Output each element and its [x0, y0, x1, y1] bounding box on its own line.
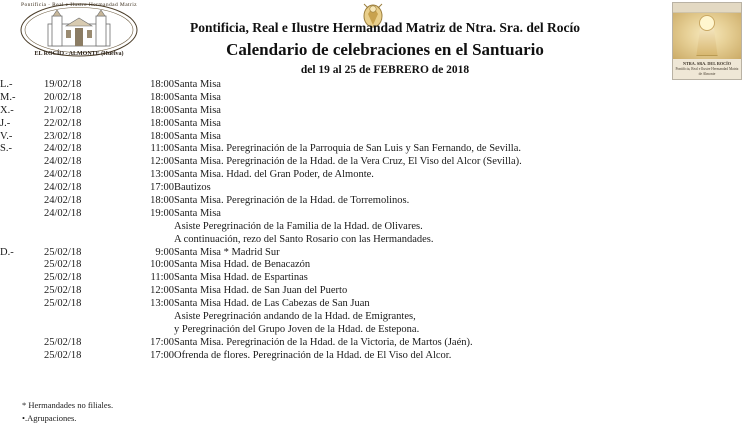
row-time — [116, 222, 174, 235]
poster-thumbnail — [672, 2, 742, 80]
row-description: A continuación, rezo del Santo Rosario con las Hermandades. — [174, 233, 434, 245]
row-time: 12:00 — [150, 156, 174, 168]
footnotes — [22, 399, 113, 424]
row-date — [44, 325, 116, 338]
row-description: Santa Misa. Peregrinación de la Hdad. de la Victoria, de Martos (Jaén). — [174, 336, 473, 348]
row-description: Santa Misa — [174, 91, 221, 103]
poster-caption-title: NTRA. SRA. DEL ROCÍO — [682, 61, 732, 66]
row-description: Asiste Peregrinación andando de la Hdad. de Emigrantes, — [174, 311, 416, 323]
row-day: L.- — [0, 79, 13, 90]
row-day: M.- — [0, 91, 16, 103]
row-day — [0, 183, 44, 196]
row-time: 17:00 — [150, 349, 174, 361]
row-time: 18:00 — [150, 91, 174, 103]
row-description: Ofrenda de flores. Peregrinación de la Hdad. de El Viso del Alcor. — [174, 349, 452, 361]
hermandad-crest — [18, 2, 140, 58]
table-row — [0, 312, 522, 325]
row-description: y Peregrinación del Grupo Joven de la Hdad. de Estepona. — [174, 323, 420, 335]
row-time: 17:00 — [150, 336, 174, 348]
row-time — [116, 312, 174, 325]
row-date: 25/02/18 — [44, 246, 82, 258]
row-day: V.- — [0, 130, 13, 142]
poster-artwork — [673, 13, 741, 59]
document-header — [0, 0, 750, 78]
table-row — [0, 80, 522, 93]
table-row — [0, 106, 522, 119]
row-time: 19:00 — [150, 207, 174, 219]
crest-text-top: Pontificia · Real e Ilustre Hermandad Matriz — [21, 2, 137, 8]
row-description: Santa Misa Hdad. de San Juan del Puerto — [174, 285, 348, 297]
row-time: 12:00 — [150, 285, 174, 297]
row-time: 9:00 — [155, 246, 174, 258]
poster-caption — [673, 59, 741, 76]
row-day — [0, 209, 44, 222]
row-day: D.- — [0, 246, 14, 258]
schedule-table — [0, 80, 522, 364]
sanctuary-building-icon — [42, 10, 116, 48]
row-date: 22/02/18 — [44, 117, 82, 129]
row-date: 24/02/18 — [44, 143, 82, 155]
row-time: 11:00 — [150, 272, 174, 284]
page-title-line-3: del 19 al 25 de FEBRERO de 2018 — [300, 63, 470, 76]
table-row — [0, 119, 522, 132]
footnote-line-1: * Hermandades no filiales. — [22, 400, 114, 411]
row-day: S.- — [0, 143, 12, 155]
row-description: Santa Misa Hdad. de Las Cabezas de San Juan — [174, 298, 370, 310]
table-row — [0, 209, 522, 222]
row-date: 23/02/18 — [44, 130, 82, 142]
poster-caption-text: Pontificia, Real e Ilustre Hermandad Matriz de Almonte — [675, 66, 739, 76]
halo-icon — [699, 15, 715, 31]
row-time: 13:00 — [150, 169, 174, 181]
row-time: 11:00 — [150, 143, 174, 155]
table-row — [0, 338, 522, 351]
row-description: Santa Misa. Peregrinación de la Parroquia de San Luis y San Fernando, de Sevilla. — [174, 143, 522, 155]
table-row — [0, 196, 522, 209]
row-description: Santa Misa Hdad. de Espartinas — [174, 272, 308, 284]
row-day — [0, 273, 44, 286]
row-time: 18:00 — [150, 117, 174, 129]
row-day — [0, 196, 44, 209]
row-date: 24/02/18 — [44, 195, 82, 207]
row-time: 18:00 — [150, 195, 174, 207]
row-date: 24/02/18 — [44, 156, 82, 168]
row-date: 20/02/18 — [44, 91, 82, 103]
row-time: 13:00 — [150, 298, 174, 310]
row-day — [0, 170, 44, 183]
row-description: Santa Misa — [174, 117, 221, 129]
row-date: 21/02/18 — [44, 104, 82, 116]
row-day — [0, 157, 44, 170]
row-description: Santa Misa — [174, 79, 221, 90]
table-row — [0, 325, 522, 338]
row-date: 24/02/18 — [44, 207, 82, 219]
title-block — [140, 20, 630, 76]
row-date: 25/02/18 — [44, 285, 82, 297]
table-row — [0, 235, 522, 248]
row-day — [0, 338, 44, 351]
row-day — [0, 299, 44, 312]
row-description: Asiste Peregrinación de la Familia de la Hdad. de Olivares. — [174, 220, 423, 232]
row-date: 24/02/18 — [44, 182, 82, 194]
row-day — [0, 235, 44, 248]
row-date: 25/02/18 — [44, 349, 82, 361]
row-date — [44, 235, 116, 248]
row-day — [0, 222, 44, 235]
row-date — [44, 312, 116, 325]
row-day — [0, 312, 44, 325]
row-description: Santa Misa. Hdad. del Gran Poder, de Almonte. — [174, 169, 374, 181]
table-row — [0, 351, 522, 364]
row-description: Santa Misa Hdad. de Benacazón — [174, 259, 311, 271]
table-row — [0, 93, 522, 106]
row-date: 25/02/18 — [44, 259, 82, 271]
row-time: 18:00 — [150, 104, 174, 116]
row-description: Santa Misa — [174, 104, 221, 116]
row-description: Santa Misa — [174, 207, 221, 219]
row-description: Santa Misa * Madrid Sur — [174, 246, 280, 258]
row-date: 19/02/18 — [44, 79, 82, 90]
row-day — [0, 325, 44, 338]
row-description: Santa Misa — [174, 130, 221, 142]
row-time — [116, 235, 174, 248]
row-date: 24/02/18 — [44, 169, 82, 181]
row-time: 18:00 — [150, 130, 174, 142]
row-description: Santa Misa. Peregrinación de la Hdad. de Torremolinos. — [174, 195, 410, 207]
row-day — [0, 260, 44, 273]
crest-text-bottom: EL ROCÍO - ALMONTE (Huelva) — [34, 51, 124, 57]
row-time: 18:00 — [150, 79, 174, 90]
page-title-line-1: Pontificia, Real e Ilustre Hermandad Matriz de Ntra. Sra. del Rocío — [189, 20, 581, 35]
poster-header-bar — [673, 3, 741, 13]
row-description: Santa Misa. Peregrinación de la Hdad. de la Vera Cruz, El Viso del Alcor (Sevilla). — [174, 156, 522, 168]
row-date — [44, 222, 116, 235]
row-date: 25/02/18 — [44, 272, 82, 284]
schedule-section — [0, 80, 750, 364]
page-title-line-2: Calendario de celebraciones en el Santuario — [226, 39, 544, 59]
row-day: J.- — [0, 117, 11, 129]
row-date: 25/02/18 — [44, 336, 82, 348]
row-day — [0, 286, 44, 299]
row-day — [0, 351, 44, 364]
row-date: 25/02/18 — [44, 298, 82, 310]
table-row — [0, 222, 522, 235]
footnote-line-2: •.Agrupaciones. — [22, 412, 77, 423]
row-description: Bautizos — [174, 182, 211, 194]
row-time: 17:00 — [150, 182, 174, 194]
row-day: X.- — [0, 104, 14, 116]
row-time: 10:00 — [150, 259, 174, 271]
row-time — [116, 325, 174, 338]
